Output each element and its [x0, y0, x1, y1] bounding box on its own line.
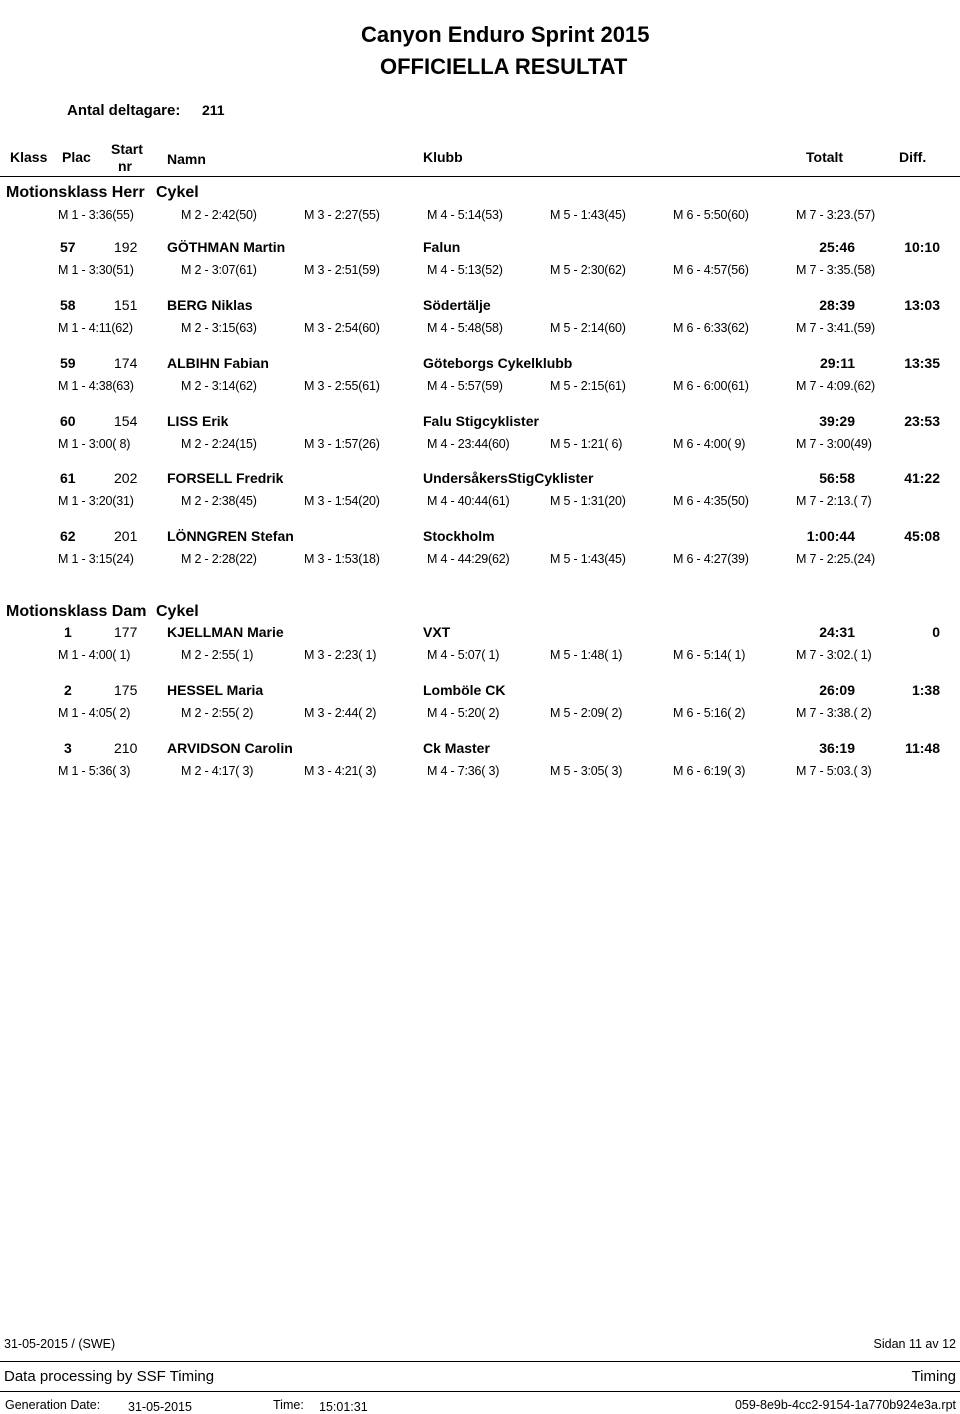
- section-title-dam: Motionsklass Dam: [6, 603, 147, 620]
- split: M 1 - 4:00( 1): [58, 648, 131, 662]
- split: M 5 - 1:21( 6): [550, 437, 623, 451]
- split: M 7 - 3:35.(58): [796, 263, 875, 277]
- klubb: Göteborgs Cykelklubb: [423, 355, 573, 371]
- result-row: [0, 528, 960, 586]
- split: M 2 - 3:15(63): [181, 321, 257, 335]
- namn: GÖTHMAN Martin: [167, 239, 286, 255]
- result-row: [0, 740, 960, 798]
- plac: 61: [60, 470, 76, 486]
- footer-timing: Timing: [911, 1368, 956, 1385]
- split: M 4 - 5:48(58): [427, 321, 503, 335]
- totalt: 36:19: [819, 740, 855, 756]
- split: M 3 - 2:27(55): [304, 208, 380, 222]
- col-klass: Klass: [10, 149, 48, 165]
- diff: 11:48: [904, 740, 940, 756]
- diff: 0: [932, 624, 940, 640]
- plac: 57: [60, 239, 76, 255]
- start-nr: 201: [114, 528, 138, 544]
- totalt: 56:58: [819, 470, 855, 486]
- split: M 2 - 2:55( 1): [181, 648, 254, 662]
- split: M 1 - 3:00( 8): [58, 437, 131, 451]
- diff: 13:35: [904, 355, 940, 371]
- split: M 4 - 23:44(60): [427, 437, 510, 451]
- plac: 2: [64, 682, 72, 698]
- split: M 6 - 5:50(60): [673, 208, 749, 222]
- split: M 1 - 3:36(55): [58, 208, 134, 222]
- split: M 5 - 1:31(20): [550, 494, 626, 508]
- klubb: Falun: [423, 239, 461, 255]
- split: M 7 - 4:09.(62): [796, 379, 875, 393]
- footer-divider-2: [0, 1391, 960, 1392]
- header-divider: [0, 176, 960, 177]
- namn: LÖNNGREN Stefan: [167, 528, 294, 544]
- namn: HESSEL Maria: [167, 682, 264, 698]
- footer-gen-date-label: Generation Date:: [5, 1398, 101, 1412]
- split: M 1 - 4:05( 2): [58, 706, 131, 720]
- split: M 2 - 2:42(50): [181, 208, 257, 222]
- klubb: Södertälje: [423, 297, 491, 313]
- split: M 2 - 3:07(61): [181, 263, 257, 277]
- totalt: 29:11: [819, 355, 855, 371]
- split: M 7 - 3:41.(59): [796, 321, 875, 335]
- split: M 3 - 2:54(60): [304, 321, 380, 335]
- start-nr: 175: [114, 682, 138, 698]
- split: M 1 - 4:11(62): [58, 321, 133, 335]
- split: M 4 - 5:13(52): [427, 263, 503, 277]
- result-row: [0, 624, 960, 682]
- split: M 1 - 3:30(51): [58, 263, 134, 277]
- diff: 10:10: [904, 239, 940, 255]
- footer-file: 059-8e9b-4cc2-9154-1a770b924e3a.rpt: [734, 1398, 956, 1412]
- split: M 3 - 2:55(61): [304, 379, 380, 393]
- split: M 3 - 1:54(20): [304, 494, 380, 508]
- section-type-dam: Cykel: [156, 603, 199, 620]
- split: M 7 - 2:13.( 7): [796, 494, 872, 508]
- footer-processing: Data processing by SSF Timing: [4, 1368, 215, 1385]
- plac: 60: [60, 413, 76, 429]
- split: M 2 - 2:24(15): [181, 437, 257, 451]
- split: M 3 - 1:57(26): [304, 437, 380, 451]
- split: M 6 - 5:16( 2): [673, 706, 746, 720]
- split: M 1 - 3:15(24): [58, 552, 134, 566]
- split: M 5 - 3:05( 3): [550, 764, 623, 778]
- namn: KJELLMAN Marie: [167, 624, 284, 640]
- diff: 23:53: [904, 413, 940, 429]
- split: M 5 - 1:48( 1): [550, 648, 623, 662]
- klubb: Falu Stigcyklister: [423, 413, 539, 429]
- split: M 3 - 4:21( 3): [304, 764, 377, 778]
- split: M 6 - 4:57(56): [673, 263, 749, 277]
- plac: 62: [60, 528, 76, 544]
- col-totalt: Totalt: [806, 149, 844, 165]
- split: M 3 - 2:23( 1): [304, 648, 377, 662]
- split: M 6 - 4:27(39): [673, 552, 749, 566]
- split: M 1 - 5:36( 3): [58, 764, 131, 778]
- split: M 4 - 5:57(59): [427, 379, 503, 393]
- col-namn: Namn: [167, 151, 206, 167]
- start-nr: 202: [114, 470, 138, 486]
- col-klubb: Klubb: [423, 149, 463, 165]
- split: M 6 - 6:00(61): [673, 379, 749, 393]
- start-nr: 154: [114, 413, 138, 429]
- footer-date-region: 31-05-2015 / (SWE): [4, 1337, 116, 1351]
- report-subtitle: OFFICIELLA RESULTAT: [380, 54, 628, 79]
- split: M 7 - 3:38.( 2): [796, 706, 872, 720]
- split: M 6 - 6:33(62): [673, 321, 749, 335]
- diff: 45:08: [904, 528, 940, 544]
- split: M 2 - 3:14(62): [181, 379, 257, 393]
- participants-label: Antal deltagare:: [67, 102, 181, 119]
- split: M 6 - 5:14( 1): [673, 648, 746, 662]
- totalt: 1:00:44: [806, 528, 855, 544]
- split: M 4 - 5:07( 1): [427, 648, 500, 662]
- split: M 4 - 44:29(62): [427, 552, 510, 566]
- result-row: [0, 682, 960, 740]
- result-row: [0, 239, 960, 297]
- klubb: Ck Master: [423, 740, 490, 756]
- diff: 41:22: [904, 470, 940, 486]
- split: M 2 - 2:55( 2): [181, 706, 254, 720]
- split: M 2 - 2:38(45): [181, 494, 257, 508]
- split: M 6 - 4:35(50): [673, 494, 749, 508]
- split: M 5 - 1:43(45): [550, 208, 626, 222]
- totalt: 26:09: [819, 682, 855, 698]
- col-plac: Plac: [62, 149, 91, 165]
- split: M 4 - 7:36( 3): [427, 764, 500, 778]
- split: M 7 - 3:00(49): [796, 437, 872, 451]
- result-row: [0, 355, 960, 413]
- footer-gen-date-value: 31-05-2015: [128, 1400, 192, 1414]
- totalt: 25:46: [819, 239, 855, 255]
- split: M 5 - 2:09( 2): [550, 706, 623, 720]
- section-type-herr: Cykel: [156, 184, 199, 201]
- plac: 58: [60, 297, 76, 313]
- plac: 1: [64, 624, 72, 640]
- participants-value: 211: [202, 102, 225, 118]
- namn: FORSELL Fredrik: [167, 470, 284, 486]
- result-row: [0, 413, 960, 471]
- split: M 5 - 2:30(62): [550, 263, 626, 277]
- namn: LISS Erik: [167, 413, 229, 429]
- totalt: 28:39: [819, 297, 855, 313]
- namn: ARVIDSON Carolin: [167, 740, 293, 756]
- split: M 4 - 5:20( 2): [427, 706, 500, 720]
- split: M 2 - 2:28(22): [181, 552, 257, 566]
- footer-time-label: Time:: [273, 1398, 304, 1412]
- totalt: 24:31: [819, 624, 855, 640]
- start-nr: 210: [114, 740, 138, 756]
- split: M 7 - 3:23.(57): [796, 208, 875, 222]
- split: M 3 - 2:44( 2): [304, 706, 377, 720]
- diff: 13:03: [904, 297, 940, 313]
- section-title-herr: Motionsklass Herr: [6, 184, 145, 201]
- klubb: UndersåkersStigCyklister: [423, 470, 594, 486]
- split: M 5 - 2:14(60): [550, 321, 626, 335]
- col-nr: nr: [118, 158, 132, 174]
- col-start: Start: [111, 141, 143, 157]
- klubb: VXT: [423, 624, 451, 640]
- split: M 3 - 2:51(59): [304, 263, 380, 277]
- lead-splits-row: [0, 184, 960, 242]
- split: M 5 - 1:43(45): [550, 552, 626, 566]
- split: M 4 - 5:14(53): [427, 208, 503, 222]
- namn: BERG Niklas: [167, 297, 253, 313]
- footer-divider-1: [0, 1361, 960, 1362]
- split: M 6 - 4:00( 9): [673, 437, 746, 451]
- split: M 5 - 2:15(61): [550, 379, 626, 393]
- start-nr: 177: [114, 624, 138, 640]
- col-diff: Diff.: [899, 149, 927, 165]
- split: M 2 - 4:17( 3): [181, 764, 254, 778]
- start-nr: 151: [114, 297, 138, 313]
- footer-page: Sidan 11 av 12: [873, 1337, 956, 1351]
- split: M 4 - 40:44(61): [427, 494, 510, 508]
- split: M 6 - 6:19( 3): [673, 764, 746, 778]
- plac: 59: [60, 355, 76, 371]
- result-row: [0, 297, 960, 355]
- split: M 7 - 5:03.( 3): [796, 764, 872, 778]
- namn: ALBIHN Fabian: [167, 355, 269, 371]
- split: M 1 - 4:38(63): [58, 379, 134, 393]
- klubb: Stockholm: [423, 528, 495, 544]
- klubb: Lomböle CK: [423, 682, 506, 698]
- start-nr: 192: [114, 239, 138, 255]
- split: M 7 - 2:25.(24): [796, 552, 875, 566]
- split: M 3 - 1:53(18): [304, 552, 380, 566]
- diff: 1:38: [911, 682, 940, 698]
- start-nr: 174: [114, 355, 138, 371]
- footer-time-value: 15:01:31: [319, 1400, 368, 1414]
- totalt: 39:29: [819, 413, 855, 429]
- report-title: Canyon Enduro Sprint 2015: [361, 22, 650, 47]
- result-row: [0, 470, 960, 528]
- plac: 3: [64, 740, 72, 756]
- split: M 1 - 3:20(31): [58, 494, 134, 508]
- split: M 7 - 3:02.( 1): [796, 648, 872, 662]
